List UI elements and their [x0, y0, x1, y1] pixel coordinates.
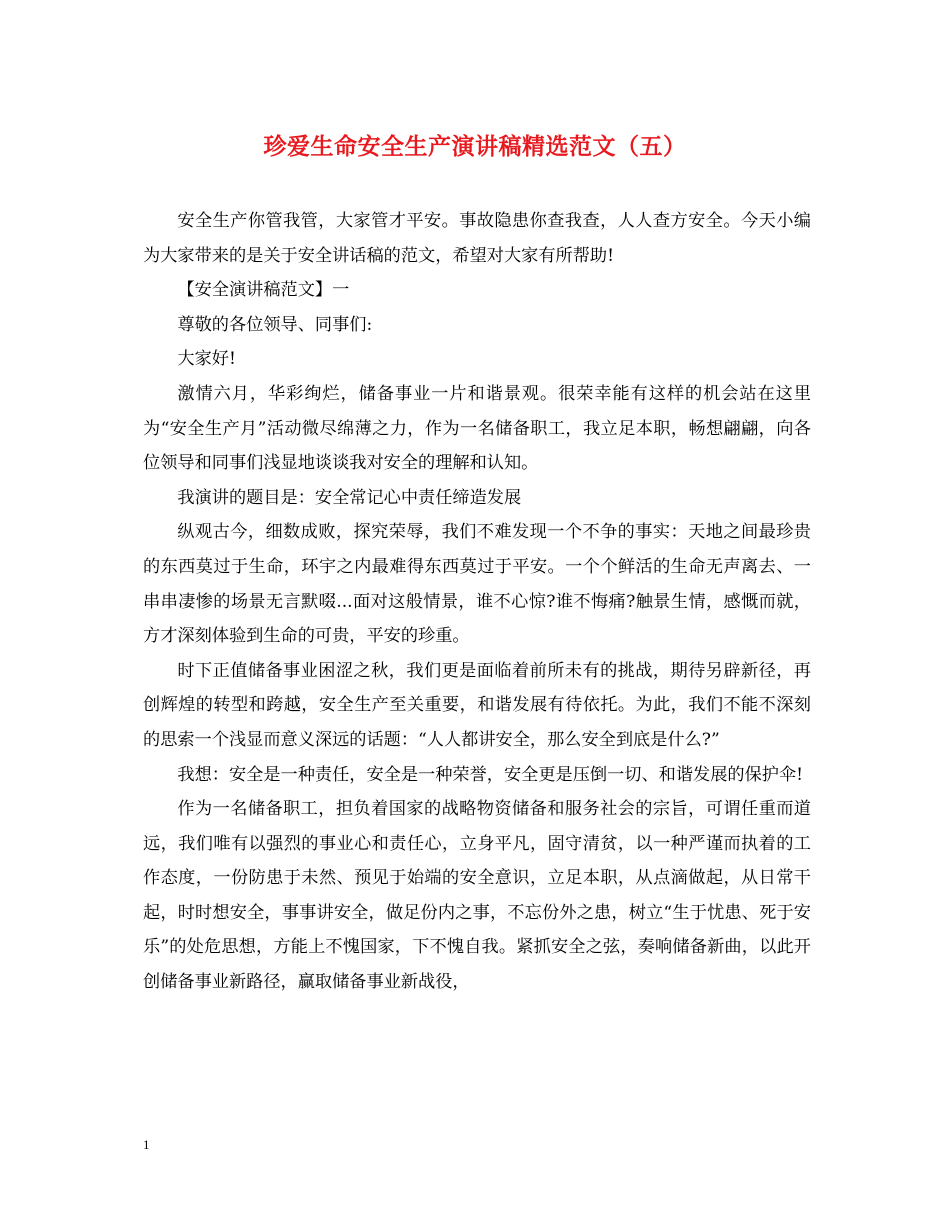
paragraph: 纵观古今，细数成败，探究荣辱，我们不难发现一个不争的事实：天地之间最珍贵的东西莫过于生命，环宇之内最难得东西莫过于平安。一个个鲜活的生命无声离去、一串串凄惨的场景无言默啜...面对这般情景，谁不心惊?谁不悔痛?触景生情，感慨而就，方才深刻体验到生命的可贵，平安的珍重。: [143, 522, 811, 647]
paragraph: 激情六月，华彩绚烂，储备事业一片和谐景观。很荣幸能有这样的机会站在这里为“安全生产月”活动微尽绵薄之力，作为一名储备职工，我立足本职，畅想翩翩，向各位领导和同事们浅显地谈谈我对安全的理解和认知。: [143, 383, 811, 474]
page-title: 珍爱生命安全生产演讲稿精选范文（五）: [263, 134, 687, 160]
page-number: 1: [143, 1137, 150, 1152]
document-body: [143, 204, 811, 1000]
paragraph: 大家好!: [177, 349, 236, 370]
paragraph: 我演讲的题目是：安全常记心中责任缔造发展: [177, 487, 522, 508]
paragraph: 作为一名储备职工，担负着国家的战略物资储备和服务社会的宗旨，可谓任重而道远，我们唯有以强烈的事业心和责任心，立身平凡，固守清贫，以一种严谨而执着的工作态度，一份防患于未然、预见于始端的安全意识，立足本职，从点滴做起，从日常干起，时时想安全，事事讲安全，做足份内之事，不忘份外之患，树立“生于忧患、死于安乐”的处危思想，方能上不愧国家，下不愧自我。紧抓安全之弦，奏响储备新曲，以此开创储备事业新路径，赢取储备事业新战役，: [143, 799, 811, 993]
paragraph: 时下正值储备事业困涩之秋，我们更是面临着前所未有的挑战，期待另辟新径，再创辉煌的转型和跨越，安全生产至关重要，和谐发展有待依托。为此，我们不能不深刻的思索一个浅显而意义深远的话题：“人人都讲安全，那么安全到底是什么?”: [143, 660, 811, 750]
paragraph: 我想：安全是一种责任，安全是一种荣誉，安全更是压倒一切、和谐发展的保护伞!: [177, 764, 804, 785]
paragraph: 尊敬的各位领导、同事们:: [177, 314, 373, 335]
paragraph: 【安全演讲稿范文】一: [177, 280, 350, 301]
paragraph: 安全生产你管我管，大家管才平安。事故隐患你查我查，人人查方安全。今天小编为大家带来的是关于安全讲话稿的范文，希望对大家有所帮助!: [143, 211, 811, 266]
